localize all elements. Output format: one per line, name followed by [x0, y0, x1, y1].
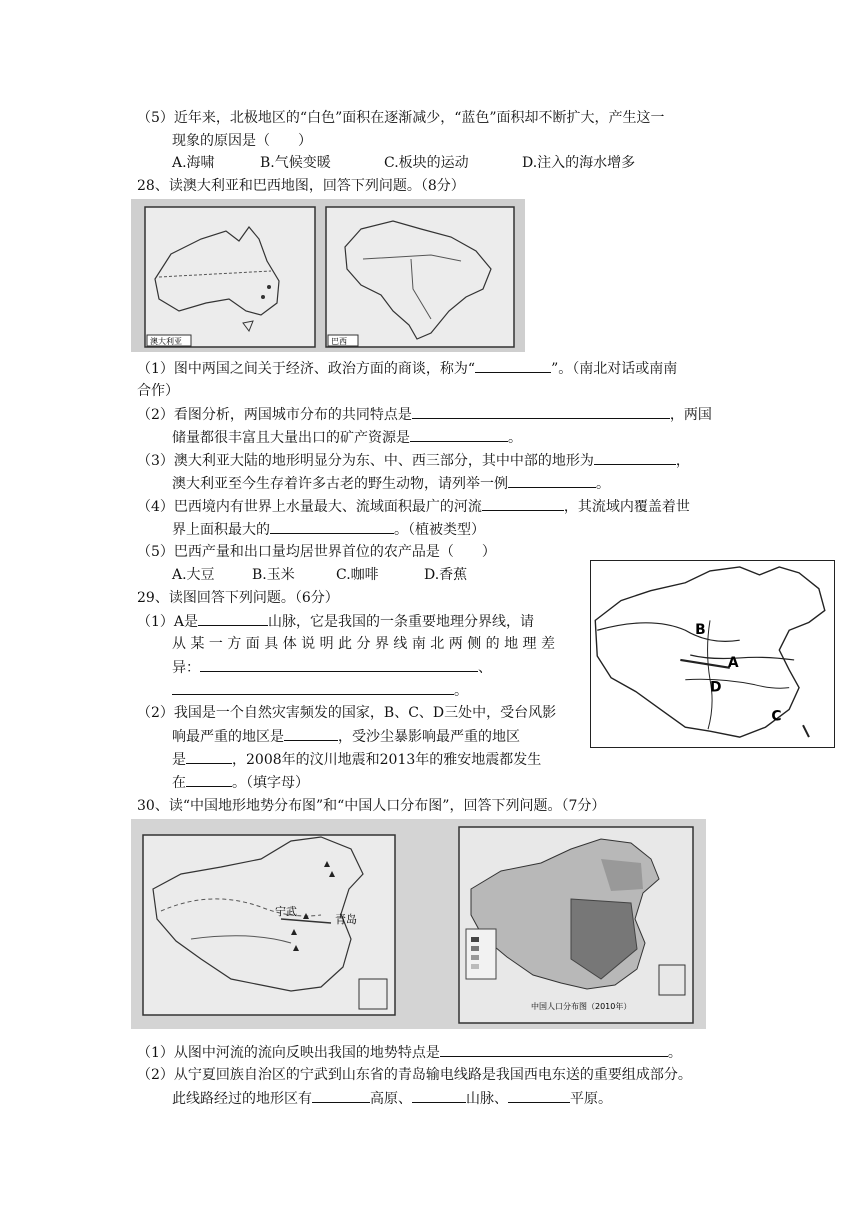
- label-pop-caption: 中国人口分布图（2010年）: [531, 1002, 632, 1011]
- q28-3-line2: 澳大利亚至今生存着许多古老的野生动物，请列举一例 。: [172, 473, 610, 494]
- option-a: A.大豆: [172, 567, 215, 583]
- map-label-b: B: [695, 622, 706, 639]
- option-d: D.注入的海水增多: [522, 155, 636, 171]
- q27-5-line1: （5）近年来，北极地区的“白色”面积在逐渐减少，“蓝色”面积却不断扩大，产生这一: [137, 110, 665, 126]
- answer-blank[interactable]: [172, 680, 454, 695]
- answer-blank[interactable]: [508, 473, 596, 488]
- map-label-d: D: [710, 679, 722, 696]
- q29-1-line4: 。: [172, 680, 468, 701]
- q30-2-line2: 此线路经过的地形区有 高原、 山脉、 平原。: [172, 1088, 612, 1109]
- answer-blank[interactable]: [200, 657, 478, 672]
- answer-blank[interactable]: [482, 496, 564, 511]
- q28-1-line2: 合作）: [137, 383, 179, 399]
- q28-title: 28、读澳大利亚和巴西地图，回答下列问题。（8分）: [137, 178, 465, 194]
- answer-blank[interactable]: [508, 1088, 570, 1103]
- q28-3-line1: （3）澳大利亚大陆的地形明显分为东、中、西三部分，其中中部的地形为 ，: [137, 450, 690, 471]
- q29-1-line3: 异： 、: [172, 657, 492, 678]
- option-a: A.海啸: [172, 155, 215, 171]
- option-c: C.咖啡: [336, 567, 379, 583]
- q28-1-line1: （1）图中两国之间关于经济、政治方面的商谈，称为“ ”。（南北对话或南南: [137, 358, 677, 379]
- q28-4-line1: （4）巴西境内有世界上水量最大、流域面积最广的河流 ，其流域内覆盖着世: [137, 496, 690, 517]
- q30-2-line1: （2）从宁夏回族自治区的宁武到山东省的青岛输电线路是我国西电东送的重要组成部分。: [137, 1067, 692, 1083]
- q28-2-line2: 储量都很丰富且大量出口的矿产资源是 。: [172, 427, 522, 448]
- label-qingdao: 青岛: [335, 913, 357, 926]
- answer-blank[interactable]: [475, 358, 551, 373]
- option-b: B.玉米: [252, 567, 295, 583]
- answer-blank[interactable]: [412, 404, 670, 419]
- label-australia: 澳大利亚: [150, 337, 182, 346]
- option-d: D.香蕉: [424, 567, 468, 583]
- q29-2-line3: 是 ，2008年的汶川地震和2013年的雅安地震都发生: [172, 749, 541, 770]
- option-c: C.板块的运动: [384, 155, 469, 171]
- label-ningwu: 宁武: [275, 905, 297, 918]
- answer-blank[interactable]: [270, 519, 394, 534]
- q28-5-options: [172, 565, 467, 585]
- q29-1-line2: 从 某 一 方 面 具 体 说 明 此 分 界 线 南 北 两 侧 的 地 理 差: [172, 636, 556, 652]
- answer-blank[interactable]: [410, 427, 508, 442]
- q29-1-line1: （1）A是 山脉，它是我国的一条重要地理分界线，请: [137, 611, 534, 632]
- answer-blank[interactable]: [594, 450, 676, 465]
- q27-5-options: [172, 153, 635, 173]
- label-brazil: 巴西: [331, 337, 347, 346]
- map-label-a: A: [727, 654, 739, 671]
- answer-blank[interactable]: [198, 611, 268, 626]
- answer-blank[interactable]: [440, 1042, 668, 1057]
- q30-title: 30、读“中国地形地势分布图”和“中国人口分布图”，回答下列问题。（7分）: [137, 798, 606, 814]
- answer-blank[interactable]: [186, 772, 232, 787]
- answer-blank[interactable]: [312, 1088, 370, 1103]
- q29-2-line2: 响最严重的地区是 ，受沙尘暴影响最严重的地区: [172, 726, 520, 747]
- map-label-c: C: [771, 708, 782, 725]
- q29-title: 29、读图回答下列问题。（6分）: [137, 590, 339, 606]
- answer-blank[interactable]: [412, 1088, 466, 1103]
- q28-2-line1: （2）看图分析，两国城市分布的共同特点是 ，两国: [137, 404, 712, 425]
- option-b: B.气候变暖: [260, 155, 331, 171]
- q27-5-line2: 现象的原因是（ ）: [172, 133, 312, 149]
- china-terrain-population-maps: [131, 819, 706, 1029]
- q29-2-line4: 在 。（填字母）: [172, 772, 309, 793]
- q28-4-line2: 界上面积最大的 。（植被类型）: [172, 519, 485, 540]
- answer-blank[interactable]: [284, 726, 338, 741]
- q28-5-line: （5）巴西产量和出口量均居世界首位的农产品是（ ）: [137, 544, 496, 560]
- answer-blank[interactable]: [186, 749, 232, 764]
- q30-1-line: （1）从图中河流的流向反映出我国的地势特点是 。: [137, 1042, 682, 1063]
- china-map-q29: [590, 560, 835, 748]
- q29-2-line1: （2）我国是一个自然灾害频发的国家，B、C、D三处中，受台风影: [137, 705, 557, 721]
- australia-brazil-map: [131, 199, 525, 352]
